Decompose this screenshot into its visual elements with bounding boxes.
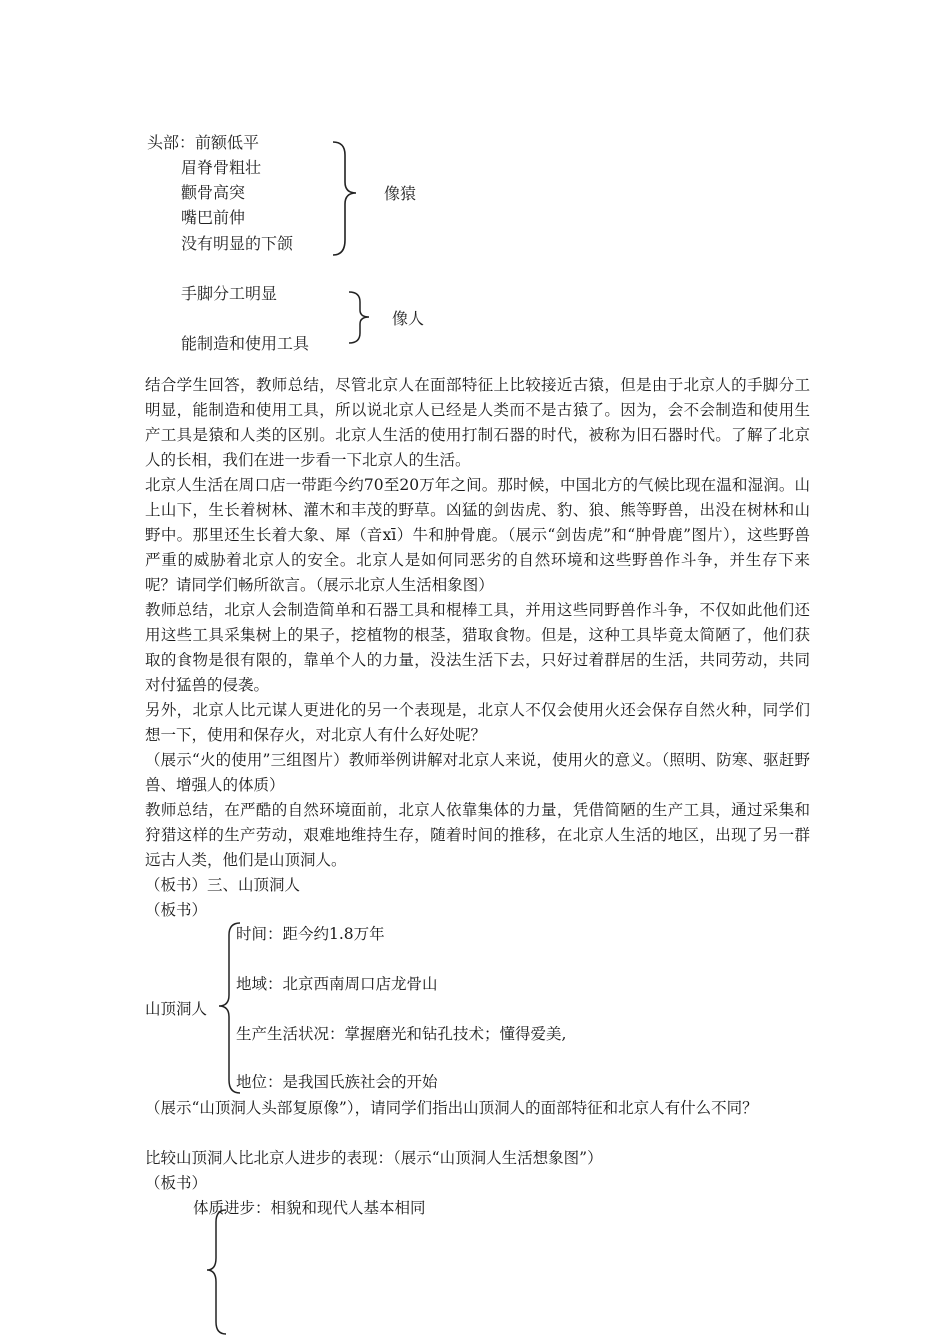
ape-result: 像猿 bbox=[384, 184, 417, 203]
caveman-subject: 山顶洞人 bbox=[145, 1000, 208, 1018]
caveman-life: 生产生活状况：掌握磨光和钻孔技术；懂得爱美, bbox=[236, 1025, 567, 1043]
ape-feature-3: 嘴巴前伸 bbox=[181, 208, 246, 227]
ape-feature-4: 没有明显的下颌 bbox=[181, 234, 294, 253]
compare-line: 比较山顶洞人比北京人进步的表现：（展示“山顶洞人生活想象图”） bbox=[145, 1149, 603, 1167]
human-brace bbox=[349, 292, 369, 343]
caveman-brace bbox=[219, 923, 240, 1093]
board-note: （板书） bbox=[145, 901, 208, 919]
human-result: 像人 bbox=[392, 309, 425, 328]
paragraph-fire: 另外，北京人比元谋人更进化的另一个表现是，北京人不仅会使用火还会保存自然火种，同学们想一下，使用和保存火，对北京人有什么好处呢？ bbox=[145, 701, 810, 744]
paragraph-face-compare: （展示“山顶洞人头部复原像”），请同学们指出山顶洞人的面部特征和北京人有什么不同？ bbox=[145, 1099, 758, 1117]
human-feature-1: 手脚分工明显 bbox=[181, 284, 278, 303]
ape-feature-2: 颧骨高突 bbox=[181, 183, 246, 202]
caveman-time: 时间：距今约1.8万年 bbox=[236, 925, 385, 943]
progress-brace bbox=[207, 1210, 226, 1334]
ape-brace bbox=[333, 142, 356, 255]
ape-feature-1: 眉脊骨粗壮 bbox=[181, 158, 262, 177]
paragraph-tools: 教师总结，北京人会制造简单和石器工具和棍棒工具，并用这些同野兽作斗争，不仅如此他们还用这些工具采集树上的果子，挖植物的根茎，猎取食物。但是，这种工具毕竟太简陋了，他们获取的食物是很有限的，靠单个人的力量，没法生活下去，只好过着群居的生活，共同劳动，共同对付猛兽的侵袭。 bbox=[145, 601, 810, 694]
caveman-status: 地位：是我国氏族社会的开始 bbox=[236, 1073, 438, 1091]
human-feature-2: 能制造和使用工具 bbox=[181, 334, 310, 353]
board-note-2: （板书） bbox=[145, 1174, 208, 1192]
board-note-title: （板书）三、山顶洞人 bbox=[145, 876, 301, 894]
head-label: 头部：前额低平 bbox=[147, 133, 260, 152]
caveman-region: 地域：北京西南周口店龙骨山 bbox=[236, 975, 438, 993]
paragraph-fire-images: （展示“火的使用”三组图片）教师举例讲解对北京人来说，使用火的意义。（照明、防寒、驱赶野兽、增强人的体质） bbox=[145, 751, 810, 794]
progress-physique: 体质进步：相貌和现代人基本相同 bbox=[193, 1199, 426, 1217]
paragraph-summary: 结合学生回答，教师总结，尽管北京人在面部特征上比较接近古猿，但是由于北京人的手脚分工明显，能制造和使用工具，所以说北京人已经是人类而不是古猿了。因为，会不会制造和使用生产工具是猿和人类的区别。北京人生活的使用打制石器的时代，被称为旧石器时代。了解了北京人的长相，我们在进一步看一下北京人的生活。 bbox=[145, 376, 810, 469]
paragraph-environment: 北京人生活在周口店一带距今约70至20万年之间。那时候，中国北方的气候比现在温和湿润。山上山下，生长着树林、灌木和丰茂的野草。凶猛的剑齿虎、豹、狼、熊等野兽，出没在树林和山野中。那里还生长着大象、犀（音xī）牛和肿骨鹿。（展示“剑齿虎”和“肿骨鹿”图片），这些野兽严重的威胁着北京人的安全。北京人是如何同恶劣的自然环境和这些野兽作斗争，并生存下来呢？请同学们畅所欲言。（展示北京人生活相象图） bbox=[145, 476, 810, 594]
paragraph-conclusion: 教师总结，在严酷的自然环境面前，北京人依靠集体的力量，凭借简陋的生产工具，通过采集和狩猎这样的生产劳动，艰难地维持生存，随着时间的推移，在北京人生活的地区，出现了另一群远古人类，他们是山顶洞人。 bbox=[145, 801, 810, 869]
